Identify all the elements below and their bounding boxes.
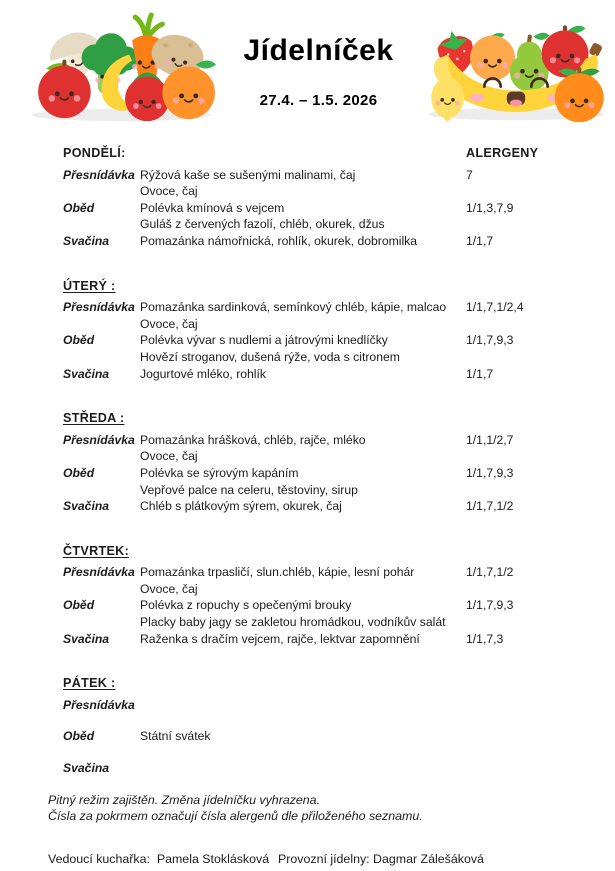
food-text: Ovoce, čaj [140, 449, 198, 464]
menu-line [63, 482, 615, 499]
food-text: Pomazánka trpasličí, slun.chléb, kápie, lesní pohár [140, 565, 415, 580]
day-name: PÁTEK : [63, 676, 116, 691]
allergen-value: 1/1,7,9,3 [466, 333, 514, 348]
food-text: Státní svátek [140, 729, 211, 744]
allergen-value [466, 482, 615, 499]
meal-label [63, 216, 140, 233]
menu-line [63, 697, 615, 714]
allergen-value [466, 614, 615, 631]
food-text: Raženka s dračím vejcem, rajče, lektvar zapomnění [140, 631, 420, 646]
meal-label: Přesnídávka [63, 432, 135, 447]
meal-label: Oběd [63, 200, 95, 215]
day-header-row [63, 145, 615, 162]
meal-label [63, 448, 140, 465]
food-text: Pomazánka hrášková, chléb, rajče, mléko [140, 432, 366, 447]
allergen-value: 1/1,7,9,3 [466, 465, 514, 480]
day-section-2 [63, 278, 615, 383]
menu-line [63, 216, 615, 233]
food-text [140, 697, 466, 714]
day-section-3 [63, 410, 615, 515]
menu-line [63, 581, 615, 598]
menu-line [63, 614, 615, 631]
meal-label: Svačina [63, 499, 110, 514]
day-name: ÚTERÝ : [63, 278, 116, 293]
menu-line [63, 760, 615, 777]
meal-label: Svačina [63, 631, 110, 646]
allergen-value [466, 183, 615, 200]
food-text: Polévka z ropuchy s opečenými brouky [140, 598, 352, 613]
meal-label [63, 316, 140, 333]
day-section-1 [63, 145, 615, 250]
meal-label: Oběd [63, 598, 95, 613]
allergen-value [466, 728, 615, 745]
food-text: Chléb s plátkovým sýrem, okurek, čaj [140, 499, 342, 514]
meal-label [63, 349, 140, 366]
menu-line [63, 564, 615, 581]
menu-line [63, 631, 615, 648]
canteen-manager-name: Provozní jídelny: Dagmar Zálešáková [278, 851, 484, 866]
food-text: Pomazánka sardinková, semínkový chléb, kápie, malcao [140, 300, 447, 315]
food-text: Polévka se sýrovým kapáním [140, 465, 299, 480]
day-header-row [63, 675, 615, 692]
food-text: Polévka vývar s nudlemi a játrovými knedlíčky [140, 333, 388, 348]
menu-days [0, 128, 615, 777]
allergens-column-header: ALERGENY [466, 146, 539, 160]
meal-label: Přesnídávka [63, 565, 135, 580]
allergen-value [466, 760, 615, 777]
meal-label: Svačina [63, 233, 110, 248]
allergen-value: 1/1,7 [466, 366, 494, 381]
menu-line [63, 167, 615, 184]
meal-label [63, 614, 140, 631]
menu-line [63, 366, 615, 383]
menu-line [63, 200, 615, 217]
allergen-value: 1/1,7,1/2,4 [466, 300, 524, 315]
allergen-value: 1/1,7,9,3 [466, 598, 514, 613]
date-range: 27.4. – 1.5. 2026 [259, 92, 378, 109]
menu-line [63, 349, 615, 366]
meal-label: Svačina [63, 366, 110, 381]
menu-line [63, 299, 615, 316]
note-line-2: Čísla za pokrmem označují čísla alergenů dle přiloženého seznamu. [48, 809, 423, 824]
day-header-row [63, 278, 615, 295]
day-header-row [63, 410, 615, 427]
food-text: Polévka kmínová s vejcem [140, 200, 285, 215]
menu-line [63, 183, 615, 200]
allergen-value [466, 216, 615, 233]
food-text: Placky baby jagy se zakletou hromádkou, vodníkův salát [140, 615, 446, 630]
food-text: Ovoce, čaj [140, 316, 198, 331]
allergen-value [466, 581, 615, 598]
meal-label: Přesnídávka [63, 167, 135, 182]
vegetables-group-illustration [24, 10, 218, 124]
menu-line [63, 332, 615, 349]
food-text: Vepřové palce na celeru, těstoviny, sirup [140, 482, 358, 497]
meal-label: Oběd [63, 465, 95, 480]
head-cook-name: Vedoucí kuchařka: Pamela Stoklásková [48, 851, 270, 866]
meal-label: Oběd [63, 729, 95, 744]
food-text: Ovoce, čaj [140, 581, 198, 596]
menu-line [63, 432, 615, 449]
meal-label: Přesnídávka [63, 697, 135, 712]
day-section-4 [63, 543, 615, 648]
allergen-value: 1/1,1/2,7 [466, 432, 514, 447]
allergen-value: 1/1,7,3 [466, 631, 504, 646]
day-name: STŘEDA : [63, 411, 125, 426]
meal-label [63, 581, 140, 598]
day-name: ČTVRTEK: [63, 543, 130, 558]
meal-label [63, 482, 140, 499]
staff-line [48, 835, 615, 868]
day-header-row [63, 543, 615, 560]
food-text [140, 760, 466, 777]
page-header [0, 0, 615, 128]
food-text: Pomazánka námořnická, rohlík, okurek, dobromilka [140, 233, 418, 248]
menu-line [63, 498, 615, 515]
food-text: Hovězí stroganov, dušená rýže, voda s citronem [140, 349, 400, 364]
allergen-value [466, 349, 615, 366]
meal-label [63, 183, 140, 200]
food-text: Ovoce, čaj [140, 184, 198, 199]
allergen-value [466, 697, 615, 714]
note-line-1: Pitný režim zajištěn. Změna jídelníčku vyhrazena. [48, 792, 321, 807]
allergen-value: 1/1,7,1/2 [466, 565, 514, 580]
allergen-value [466, 316, 615, 333]
allergen-value [466, 448, 615, 465]
allergen-value: 1/1,7,1/2 [466, 499, 514, 514]
allergen-value: 1/1,7 [466, 233, 494, 248]
meal-label: Oběd [63, 333, 95, 348]
title-block [218, 10, 419, 109]
day-name: PONDĚLÍ: [63, 146, 126, 160]
menu-line [63, 448, 615, 465]
food-text: Jogurtové mléko, rohlík [140, 366, 266, 381]
allergen-value: 1/1,3,7,9 [466, 200, 514, 215]
meal-label: Přesnídávka [63, 300, 135, 315]
menu-line [63, 316, 615, 333]
page-title: Jídelníček [243, 34, 394, 67]
food-text: Rýžová kaše se sušenými malinami, čaj [140, 167, 356, 182]
menu-line [63, 728, 615, 745]
day-section-5 [63, 675, 615, 776]
menu-line [63, 233, 615, 250]
meal-label: Svačina [63, 761, 110, 776]
fruits-banana-illustration [419, 10, 613, 122]
food-text: Guláš z červených fazolí, chléb, okurek, džus [140, 217, 385, 232]
allergen-value: 7 [466, 167, 473, 182]
menu-line [63, 465, 615, 482]
menu-line [63, 597, 615, 614]
page-footer [0, 792, 615, 868]
apricot-icon [470, 33, 515, 81]
